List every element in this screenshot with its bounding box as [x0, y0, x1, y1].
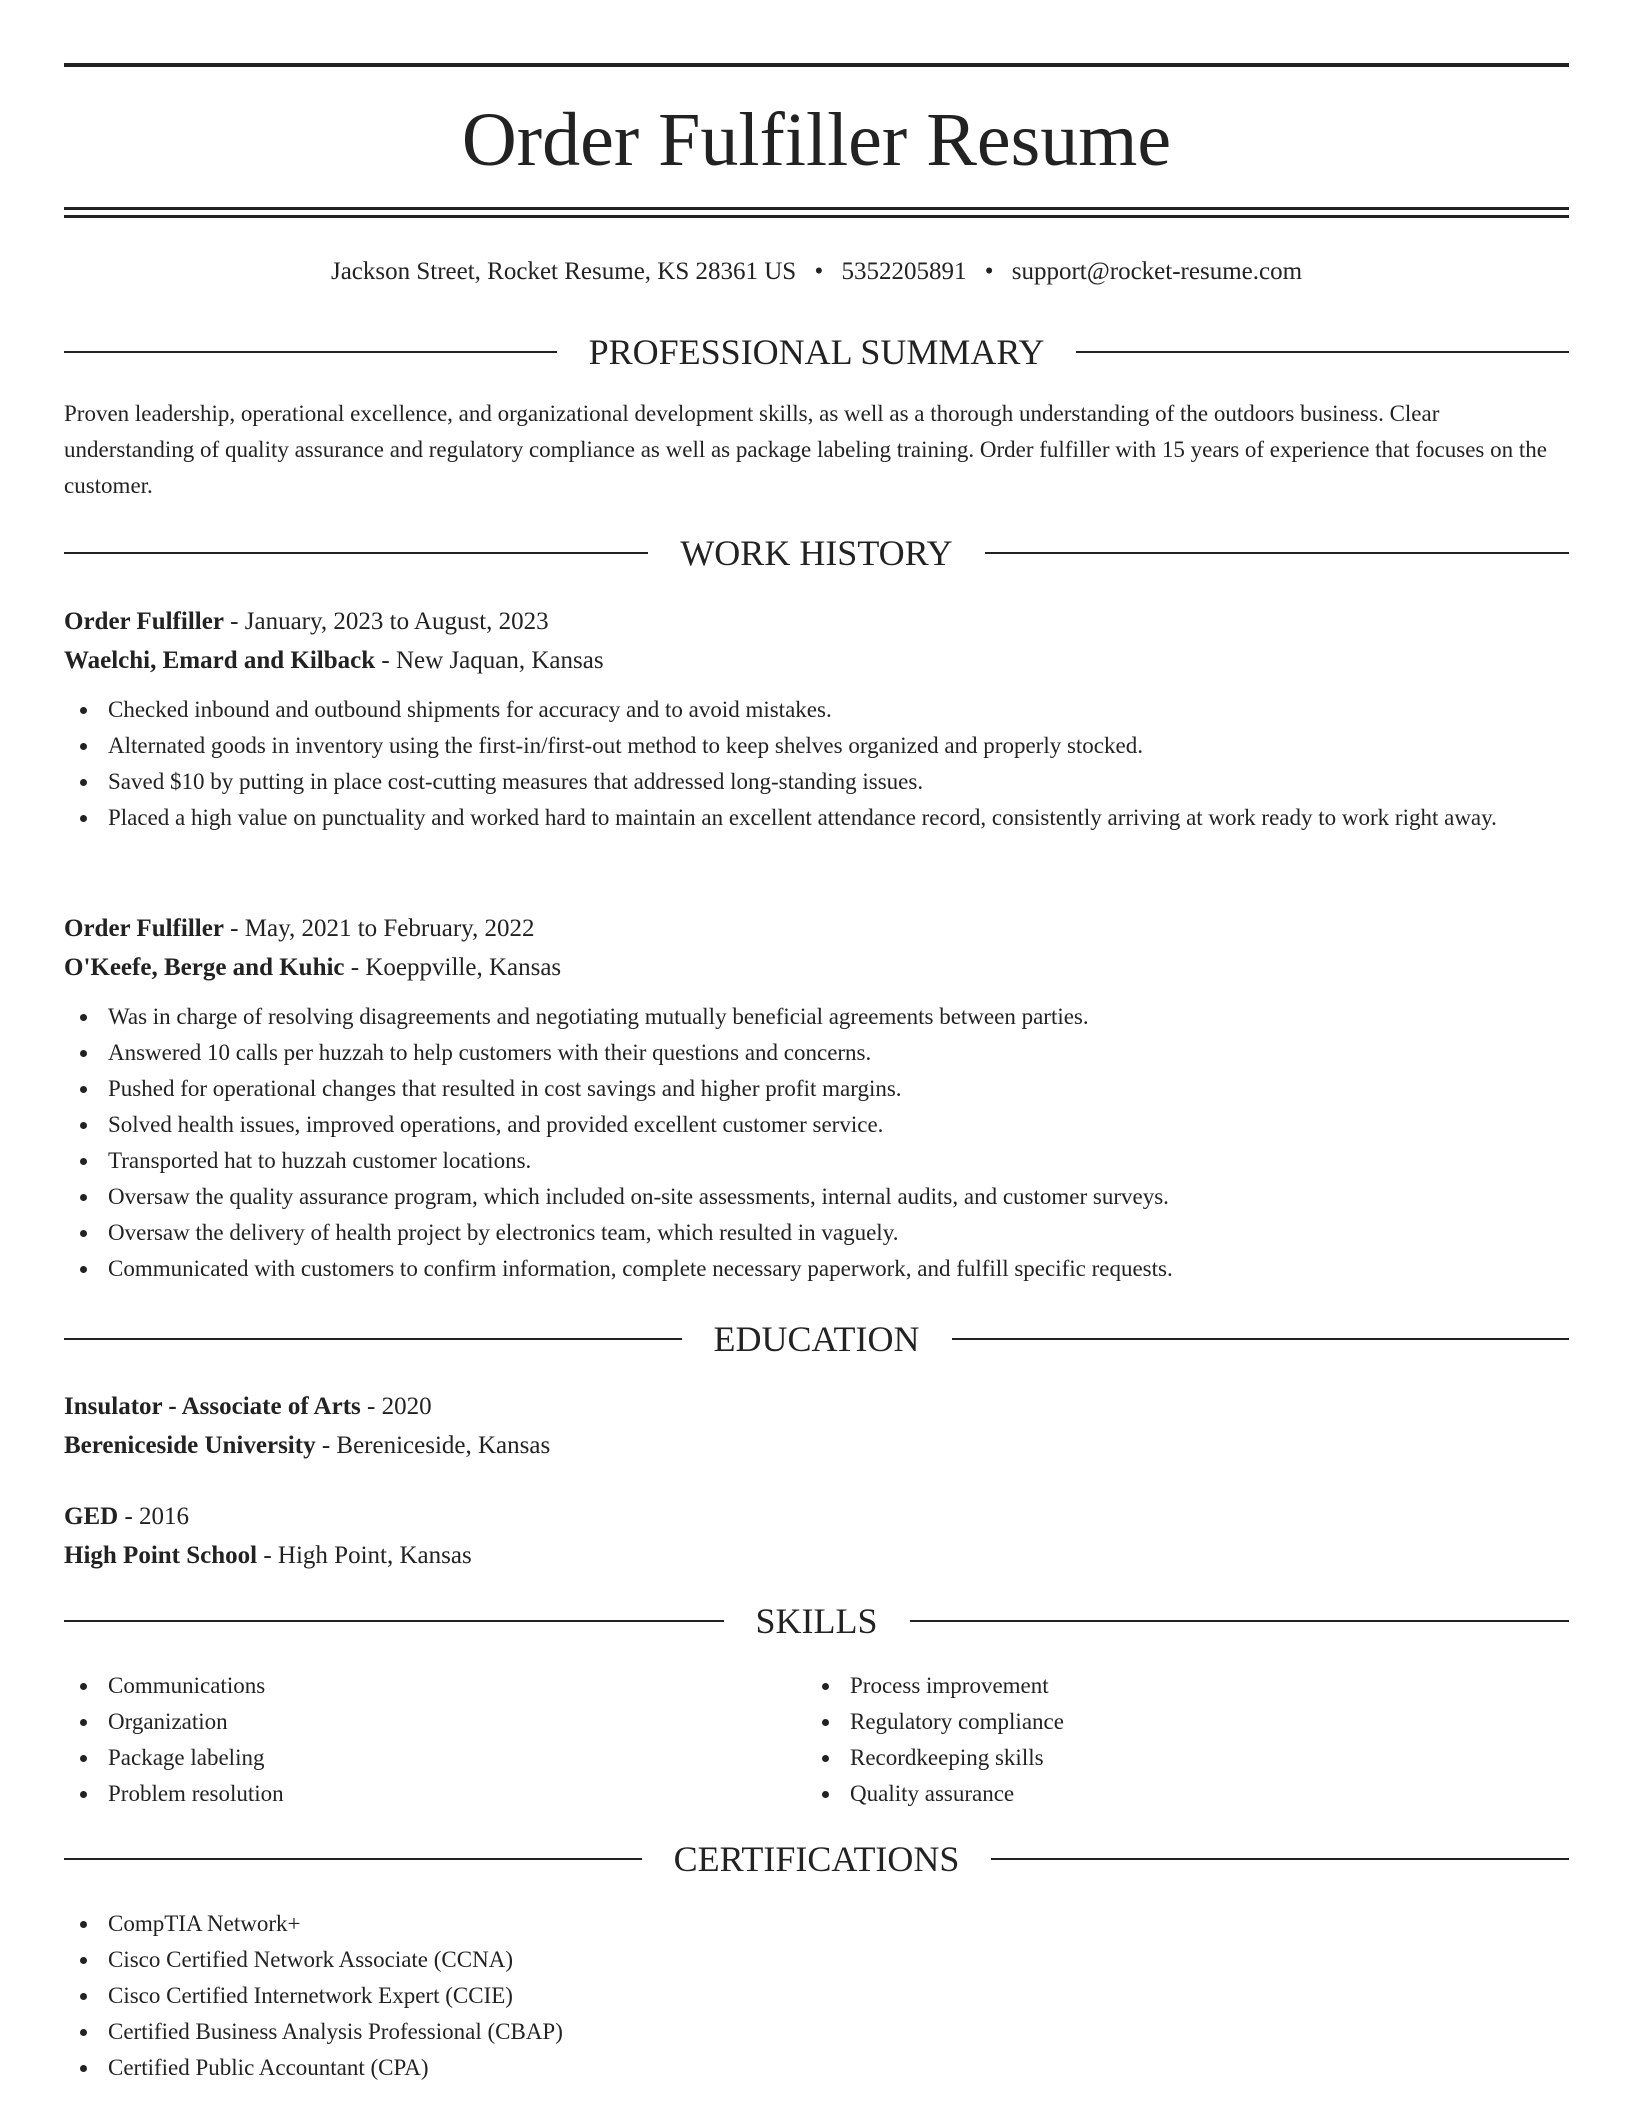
- list-item: Quality assurance: [806, 1776, 1548, 1812]
- list-item: Saved $10 by putting in place cost-cutting measures that addressed long-standing issues.: [64, 764, 1569, 800]
- list-item: Cisco Certified Network Associate (CCNA): [64, 1942, 1569, 1978]
- education-year: - 2016: [118, 1503, 190, 1530]
- job-entry: [64, 602, 1569, 836]
- job-bullets: [64, 999, 1569, 1287]
- list-item: Organization: [64, 1704, 806, 1740]
- list-item: Communicated with customers to confirm information, complete necessary paperwork, and fulfill specific requests.: [64, 1251, 1569, 1287]
- heading-rule: [910, 1620, 1570, 1622]
- list-item: Placed a high value on punctuality and worked hard to maintain an excellent attendance record, consistently arriving at work ready to work right away.: [64, 800, 1569, 836]
- section-title: PROFESSIONAL SUMMARY: [588, 332, 1045, 372]
- job-bullets: [64, 692, 1569, 836]
- section-heading-summary: [64, 328, 1569, 376]
- job-location: - Koeppville, Kansas: [344, 954, 562, 981]
- list-item: Regulatory compliance: [806, 1704, 1548, 1740]
- title-rule-upper: [64, 207, 1569, 210]
- job-location: - New Jaquan, Kansas: [375, 647, 604, 674]
- contact-separator: •: [984, 258, 994, 285]
- heading-rule: [64, 1338, 682, 1340]
- section-heading-skills: [64, 1597, 1569, 1645]
- education-degree: GED: [64, 1503, 119, 1530]
- education-entry: [64, 1387, 1569, 1465]
- section-heading-education: [64, 1315, 1569, 1363]
- job-dates: - May, 2021 to February, 2022: [223, 915, 535, 942]
- job-company-line: [64, 948, 1569, 987]
- list-item: Pushed for operational changes that resulted in cost savings and higher profit margins.: [64, 1071, 1569, 1107]
- job-title: Order Fulfiller: [64, 915, 224, 942]
- education-degree-line: [64, 1497, 1569, 1536]
- heading-rule: [952, 1338, 1570, 1340]
- list-item: Certified Public Accountant (CPA): [64, 2050, 1569, 2086]
- heading-rule: [64, 351, 557, 353]
- contact-phone: 5352205891: [841, 258, 967, 285]
- section-title: WORK HISTORY: [680, 533, 953, 573]
- heading-rule: [64, 1620, 724, 1622]
- education-school: Bereniceside University: [64, 1432, 316, 1459]
- job-dates: - January, 2023 to August, 2023: [223, 608, 549, 635]
- summary-text: Proven leadership, operational excellence, and organizational development skills, as well as a thorough understanding of the outdoors business. Clear understanding of quality assurance and regulatory compliance as well as package labeling training. Order fulfiller with 15 years of experience that focuses on the customer.: [64, 401, 1547, 498]
- education-entry: [64, 1497, 1569, 1575]
- job-title: Order Fulfiller: [64, 608, 224, 635]
- list-item: Problem resolution: [64, 1776, 806, 1812]
- job-company: O'Keefe, Berge and Kuhic: [64, 954, 345, 981]
- skills-column-right: [806, 1668, 1548, 1812]
- section-title: EDUCATION: [713, 1319, 920, 1359]
- certifications-list: [64, 1906, 1569, 2086]
- list-item: Package labeling: [64, 1740, 806, 1776]
- section-heading-certifications: [64, 1835, 1569, 1883]
- list-item: Process improvement: [806, 1668, 1548, 1704]
- list-item: Answered 10 calls per huzzah to help customers with their questions and concerns.: [64, 1035, 1569, 1071]
- list-item: Certified Business Analysis Professional (CBAP): [64, 2014, 1569, 2050]
- section-title: SKILLS: [755, 1601, 878, 1641]
- contact-line: [64, 254, 1569, 290]
- job-title-line: [64, 909, 1569, 948]
- contact-email: support@rocket-resume.com: [1011, 258, 1303, 285]
- heading-rule: [64, 552, 648, 554]
- heading-rule: [1076, 351, 1569, 353]
- list-item: Oversaw the quality assurance program, which included on-site assessments, internal audits, and customer surveys.: [64, 1179, 1569, 1215]
- list-item: Was in charge of resolving disagreements and negotiating mutually beneficial agreements between parties.: [64, 999, 1569, 1035]
- job-company: Waelchi, Emard and Kilback: [64, 647, 376, 674]
- education-school-line: [64, 1426, 1569, 1465]
- resume-title: Order Fulfiller Resume: [461, 98, 1172, 182]
- list-item: Checked inbound and outbound shipments for accuracy and to avoid mistakes.: [64, 692, 1569, 728]
- section-heading-work: [64, 529, 1569, 577]
- list-item: CompTIA Network+: [64, 1906, 1569, 1942]
- education-year: - 2020: [360, 1393, 432, 1420]
- list-item: Oversaw the delivery of health project by electronics team, which resulted in vaguely.: [64, 1215, 1569, 1251]
- title-rule-lower: [64, 215, 1569, 218]
- job-entry: [64, 909, 1569, 1287]
- list-item: Solved health issues, improved operations, and provided excellent customer service.: [64, 1107, 1569, 1143]
- section-title: CERTIFICATIONS: [673, 1839, 960, 1879]
- list-item: Transported hat to huzzah customer locations.: [64, 1143, 1569, 1179]
- list-item: Communications: [64, 1668, 806, 1704]
- heading-rule: [64, 1858, 642, 1860]
- education-school: High Point School: [64, 1542, 258, 1569]
- job-company-line: [64, 641, 1569, 680]
- list-item: Cisco Certified Internetwork Expert (CCIE): [64, 1978, 1569, 2014]
- heading-rule: [985, 552, 1569, 554]
- list-item: Recordkeeping skills: [806, 1740, 1548, 1776]
- education-degree: Insulator - Associate of Arts: [64, 1393, 361, 1420]
- education-location: - Bereniceside, Kansas: [315, 1432, 551, 1459]
- education-school-line: [64, 1536, 1569, 1575]
- skills-column-left: [64, 1668, 806, 1812]
- list-item: Alternated goods in inventory using the first-in/first-out method to keep shelves organized and properly stocked.: [64, 728, 1569, 764]
- heading-rule: [991, 1858, 1569, 1860]
- contact-address: Jackson Street, Rocket Resume, KS 28361 US: [330, 258, 797, 285]
- top-rule: [64, 63, 1569, 67]
- skills-grid: [64, 1668, 1569, 1812]
- job-title-line: [64, 602, 1569, 641]
- education-degree-line: [64, 1387, 1569, 1426]
- contact-separator: •: [814, 258, 824, 285]
- education-location: - High Point, Kansas: [257, 1542, 472, 1569]
